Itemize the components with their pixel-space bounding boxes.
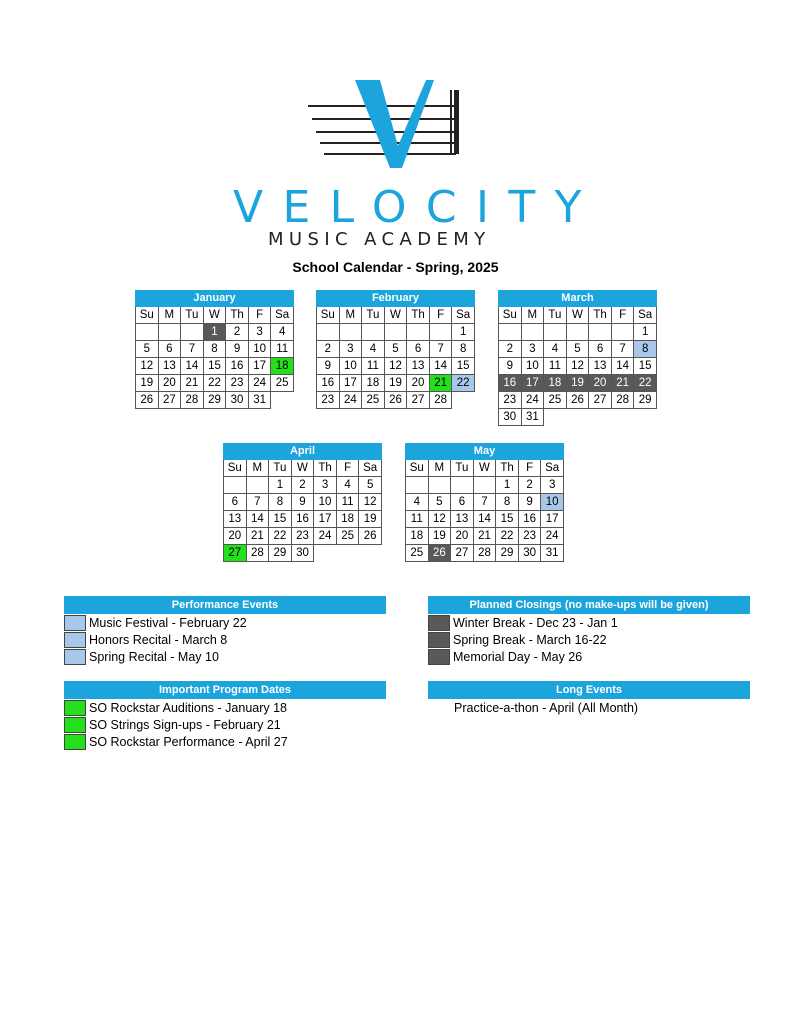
day-cell: 28 — [473, 545, 496, 562]
empty-cell — [224, 477, 247, 494]
day-cell: 6 — [158, 341, 181, 358]
day-cell: 4 — [362, 341, 385, 358]
day-cell: 5 — [428, 494, 451, 511]
planned-closings-legend — [428, 596, 750, 665]
day-cell: 1 — [634, 324, 657, 341]
day-cell: 23 — [317, 392, 340, 409]
blank-cell — [611, 409, 634, 426]
weekday-label: F — [248, 307, 271, 324]
calendar-may — [405, 443, 564, 562]
day-cell: 12 — [428, 511, 451, 528]
legend-item — [64, 733, 386, 750]
calendar-january — [135, 290, 294, 409]
day-cell: 17 — [521, 375, 544, 392]
day-cell: 4 — [336, 477, 359, 494]
day-cell: 19 — [428, 528, 451, 545]
day-cell: 14 — [181, 358, 204, 375]
blank-cell — [271, 392, 294, 409]
day-cell: 3 — [339, 341, 362, 358]
day-cell: 16 — [317, 375, 340, 392]
day-cell: 28 — [181, 392, 204, 409]
legend-item — [64, 631, 386, 648]
legend-header: Important Program Dates — [64, 681, 386, 699]
day-cell: 12 — [384, 358, 407, 375]
day-cell: 30 — [499, 409, 522, 426]
empty-cell — [158, 324, 181, 341]
day-cell: 4 — [406, 494, 429, 511]
day-cell: 16 — [518, 511, 541, 528]
day-cell: 8 — [203, 341, 226, 358]
closing-swatch — [428, 649, 450, 665]
day-cell: 23 — [518, 528, 541, 545]
weekday-label: W — [384, 307, 407, 324]
day-cell: 17 — [248, 358, 271, 375]
legend-item-label: SO Rockstar Performance - April 27 — [89, 734, 288, 749]
empty-cell — [339, 324, 362, 341]
day-cell: 20 — [158, 375, 181, 392]
day-cell: 31 — [521, 409, 544, 426]
page-title: School Calendar - Spring, 2025 — [292, 259, 499, 275]
day-cell: 22 — [496, 528, 519, 545]
day-cell: 27 — [158, 392, 181, 409]
empty-cell — [317, 324, 340, 341]
day-cell: 27 — [407, 392, 430, 409]
legend-item — [64, 648, 386, 665]
day-cell: 11 — [271, 341, 294, 358]
day-cell: 16 — [499, 375, 522, 392]
legend-item-label: Memorial Day - May 26 — [453, 649, 583, 664]
day-cell: 26 — [384, 392, 407, 409]
legend-item — [64, 614, 386, 631]
empty-cell — [429, 324, 452, 341]
month-name: February — [317, 291, 475, 307]
day-cell: 22 — [203, 375, 226, 392]
day-cell: 24 — [541, 528, 564, 545]
day-cell: 20 — [224, 528, 247, 545]
day-cell: 2 — [291, 477, 314, 494]
day-cell: 13 — [158, 358, 181, 375]
day-cell: 5 — [384, 341, 407, 358]
day-cell: 10 — [541, 494, 564, 511]
weekday-label: W — [473, 460, 496, 477]
closing-swatch — [428, 615, 450, 631]
day-cell: 25 — [362, 392, 385, 409]
blank-cell — [544, 409, 567, 426]
day-cell: 21 — [473, 528, 496, 545]
day-cell: 3 — [521, 341, 544, 358]
weekday-label: Sa — [634, 307, 657, 324]
empty-cell — [589, 324, 612, 341]
empty-cell — [611, 324, 634, 341]
day-cell: 8 — [634, 341, 657, 358]
day-cell: 4 — [544, 341, 567, 358]
day-cell: 31 — [248, 392, 271, 409]
month-table — [223, 443, 382, 562]
closing-swatch — [428, 632, 450, 648]
day-cell: 12 — [136, 358, 159, 375]
day-cell: 6 — [224, 494, 247, 511]
day-cell: 12 — [566, 358, 589, 375]
day-cell: 1 — [203, 324, 226, 341]
day-cell: 13 — [451, 511, 474, 528]
day-cell: 6 — [451, 494, 474, 511]
weekday-label: W — [203, 307, 226, 324]
weekday-label: W — [566, 307, 589, 324]
day-cell: 12 — [359, 494, 382, 511]
day-cell: 16 — [291, 511, 314, 528]
weekday-label: M — [339, 307, 362, 324]
day-cell: 7 — [181, 341, 204, 358]
weekday-label: Su — [406, 460, 429, 477]
day-cell: 18 — [406, 528, 429, 545]
performance-swatch — [64, 615, 86, 631]
day-cell: 24 — [314, 528, 337, 545]
month-name: March — [499, 291, 657, 307]
day-cell: 14 — [429, 358, 452, 375]
day-cell: 2 — [317, 341, 340, 358]
day-cell: 1 — [269, 477, 292, 494]
day-cell: 3 — [314, 477, 337, 494]
performance-swatch — [64, 632, 86, 648]
weekday-label: Tu — [451, 460, 474, 477]
day-cell: 29 — [496, 545, 519, 562]
blank-cell — [634, 409, 657, 426]
day-cell: 3 — [248, 324, 271, 341]
empty-cell — [473, 477, 496, 494]
day-cell: 6 — [407, 341, 430, 358]
weekday-label: Th — [407, 307, 430, 324]
day-cell: 19 — [384, 375, 407, 392]
day-cell: 19 — [136, 375, 159, 392]
day-cell: 16 — [226, 358, 249, 375]
day-cell: 13 — [589, 358, 612, 375]
weekday-label: Th — [314, 460, 337, 477]
day-cell: 17 — [314, 511, 337, 528]
day-cell: 4 — [271, 324, 294, 341]
legend-item-label: Spring Break - March 16-22 — [453, 632, 607, 647]
calendar-april — [223, 443, 382, 562]
day-cell: 10 — [248, 341, 271, 358]
empty-cell — [181, 324, 204, 341]
day-cell: 17 — [339, 375, 362, 392]
weekday-label: M — [158, 307, 181, 324]
day-cell: 1 — [496, 477, 519, 494]
day-cell: 30 — [226, 392, 249, 409]
month-name: May — [406, 444, 564, 460]
month-table — [135, 290, 294, 409]
day-cell: 23 — [291, 528, 314, 545]
day-cell: 21 — [611, 375, 634, 392]
day-cell: 13 — [407, 358, 430, 375]
blank-cell — [452, 392, 475, 409]
legend-header: Long Events — [428, 681, 750, 699]
calendar-march — [498, 290, 657, 426]
empty-cell — [407, 324, 430, 341]
day-cell: 15 — [452, 358, 475, 375]
weekday-label: W — [291, 460, 314, 477]
day-cell: 29 — [203, 392, 226, 409]
barline-thick-icon — [454, 90, 459, 154]
month-table — [498, 290, 657, 426]
empty-cell — [406, 477, 429, 494]
day-cell: 26 — [136, 392, 159, 409]
day-cell: 25 — [544, 392, 567, 409]
day-cell: 21 — [246, 528, 269, 545]
day-cell: 29 — [269, 545, 292, 562]
empty-cell — [136, 324, 159, 341]
weekday-label: Su — [317, 307, 340, 324]
day-cell: 22 — [269, 528, 292, 545]
day-cell: 2 — [499, 341, 522, 358]
performance-swatch — [64, 649, 86, 665]
weekday-label: Su — [224, 460, 247, 477]
day-cell: 26 — [359, 528, 382, 545]
day-cell: 10 — [339, 358, 362, 375]
weekday-label: M — [428, 460, 451, 477]
day-cell: 11 — [406, 511, 429, 528]
day-cell: 27 — [589, 392, 612, 409]
day-cell: 8 — [496, 494, 519, 511]
day-cell: 29 — [634, 392, 657, 409]
day-cell: 27 — [451, 545, 474, 562]
performance-events-legend — [64, 596, 386, 665]
weekday-label: M — [246, 460, 269, 477]
program-swatch — [64, 700, 86, 716]
month-table — [405, 443, 564, 562]
program-dates-legend — [64, 681, 386, 750]
blank-cell — [589, 409, 612, 426]
program-swatch — [64, 734, 86, 750]
weekday-label: Sa — [271, 307, 294, 324]
day-cell: 18 — [271, 358, 294, 375]
day-cell: 26 — [566, 392, 589, 409]
day-cell: 30 — [291, 545, 314, 562]
empty-cell — [451, 477, 474, 494]
day-cell: 18 — [362, 375, 385, 392]
day-cell: 13 — [224, 511, 247, 528]
day-cell: 18 — [544, 375, 567, 392]
day-cell: 19 — [566, 375, 589, 392]
legend-item-label: SO Rockstar Auditions - January 18 — [89, 700, 288, 715]
day-cell: 17 — [541, 511, 564, 528]
day-cell: 15 — [269, 511, 292, 528]
weekday-label: F — [336, 460, 359, 477]
legend-item — [428, 699, 750, 716]
legend-item-label: SO Strings Sign-ups - February 21 — [89, 717, 281, 732]
weekday-label: F — [518, 460, 541, 477]
day-cell: 22 — [452, 375, 475, 392]
brand-name: VELOCITY — [233, 182, 601, 233]
day-cell: 2 — [226, 324, 249, 341]
day-cell: 23 — [499, 392, 522, 409]
day-cell: 28 — [246, 545, 269, 562]
legend-item — [428, 648, 750, 665]
day-cell: 31 — [541, 545, 564, 562]
empty-cell — [428, 477, 451, 494]
day-cell: 18 — [336, 511, 359, 528]
day-cell: 9 — [499, 358, 522, 375]
day-cell: 9 — [226, 341, 249, 358]
day-cell: 11 — [336, 494, 359, 511]
legend-item-label: Winter Break - Dec 23 - Jan 1 — [453, 615, 618, 630]
weekday-label: Su — [499, 307, 522, 324]
empty-cell — [544, 324, 567, 341]
calendar-february — [316, 290, 475, 409]
day-cell: 20 — [451, 528, 474, 545]
legend-item-label: Honors Recital - March 8 — [89, 632, 228, 647]
day-cell: 20 — [589, 375, 612, 392]
day-cell: 15 — [203, 358, 226, 375]
day-cell: 5 — [136, 341, 159, 358]
day-cell: 14 — [473, 511, 496, 528]
day-cell: 24 — [521, 392, 544, 409]
day-cell: 5 — [359, 477, 382, 494]
legend-item — [64, 716, 386, 733]
weekday-label: Sa — [452, 307, 475, 324]
day-cell: 26 — [428, 545, 451, 562]
weekday-label: F — [611, 307, 634, 324]
blank-cell — [359, 545, 382, 562]
day-cell: 24 — [339, 392, 362, 409]
day-cell: 22 — [634, 375, 657, 392]
day-cell: 7 — [473, 494, 496, 511]
day-cell: 7 — [429, 341, 452, 358]
day-cell: 30 — [518, 545, 541, 562]
day-cell: 25 — [406, 545, 429, 562]
day-cell: 9 — [317, 358, 340, 375]
day-cell: 10 — [521, 358, 544, 375]
weekday-label: Tu — [181, 307, 204, 324]
weekday-label: Th — [496, 460, 519, 477]
empty-cell — [499, 324, 522, 341]
weekday-label: Su — [136, 307, 159, 324]
long-events-legend — [428, 681, 750, 716]
day-cell: 1 — [452, 324, 475, 341]
blank-cell — [566, 409, 589, 426]
weekday-label: F — [429, 307, 452, 324]
day-cell: 3 — [541, 477, 564, 494]
day-cell: 8 — [452, 341, 475, 358]
weekday-label: Tu — [362, 307, 385, 324]
day-cell: 9 — [291, 494, 314, 511]
day-cell: 20 — [407, 375, 430, 392]
legend-item-label: Practice-a-thon - April (All Month) — [454, 700, 639, 715]
day-cell: 28 — [429, 392, 452, 409]
day-cell: 9 — [518, 494, 541, 511]
day-cell: 25 — [271, 375, 294, 392]
day-cell: 21 — [181, 375, 204, 392]
day-cell: 27 — [224, 545, 247, 562]
empty-cell — [246, 477, 269, 494]
blank-cell — [314, 545, 337, 562]
day-cell: 11 — [544, 358, 567, 375]
day-cell: 14 — [246, 511, 269, 528]
legend-item — [428, 614, 750, 631]
empty-cell — [521, 324, 544, 341]
day-cell: 6 — [589, 341, 612, 358]
day-cell: 8 — [269, 494, 292, 511]
day-cell: 10 — [314, 494, 337, 511]
day-cell: 23 — [226, 375, 249, 392]
weekday-label: Th — [589, 307, 612, 324]
empty-cell — [362, 324, 385, 341]
day-cell: 19 — [359, 511, 382, 528]
day-cell: 7 — [611, 341, 634, 358]
day-cell: 28 — [611, 392, 634, 409]
weekday-label: Tu — [544, 307, 567, 324]
day-cell: 11 — [362, 358, 385, 375]
day-cell: 14 — [611, 358, 634, 375]
day-cell: 25 — [336, 528, 359, 545]
day-cell: 15 — [496, 511, 519, 528]
legend-item — [428, 631, 750, 648]
day-cell: 5 — [566, 341, 589, 358]
weekday-label: Sa — [359, 460, 382, 477]
program-swatch — [64, 717, 86, 733]
day-cell: 2 — [518, 477, 541, 494]
legend-item-label: Music Festival - February 22 — [89, 615, 247, 630]
month-table — [316, 290, 475, 409]
legend-header: Planned Closings (no make-ups will be given) — [428, 596, 750, 614]
day-cell: 7 — [246, 494, 269, 511]
month-name: January — [136, 291, 294, 307]
month-name: April — [224, 444, 382, 460]
day-cell: 15 — [634, 358, 657, 375]
weekday-label: Sa — [541, 460, 564, 477]
legend-item-label: Spring Recital - May 10 — [89, 649, 219, 664]
day-cell: 21 — [429, 375, 452, 392]
blank-cell — [336, 545, 359, 562]
empty-cell — [566, 324, 589, 341]
weekday-label: Tu — [269, 460, 292, 477]
legend-header: Performance Events — [64, 596, 386, 614]
day-cell: 24 — [248, 375, 271, 392]
empty-cell — [384, 324, 407, 341]
weekday-label: M — [521, 307, 544, 324]
legend-item — [64, 699, 386, 716]
brand-subtitle: MUSIC ACADEMY — [268, 229, 491, 250]
weekday-label: Th — [226, 307, 249, 324]
